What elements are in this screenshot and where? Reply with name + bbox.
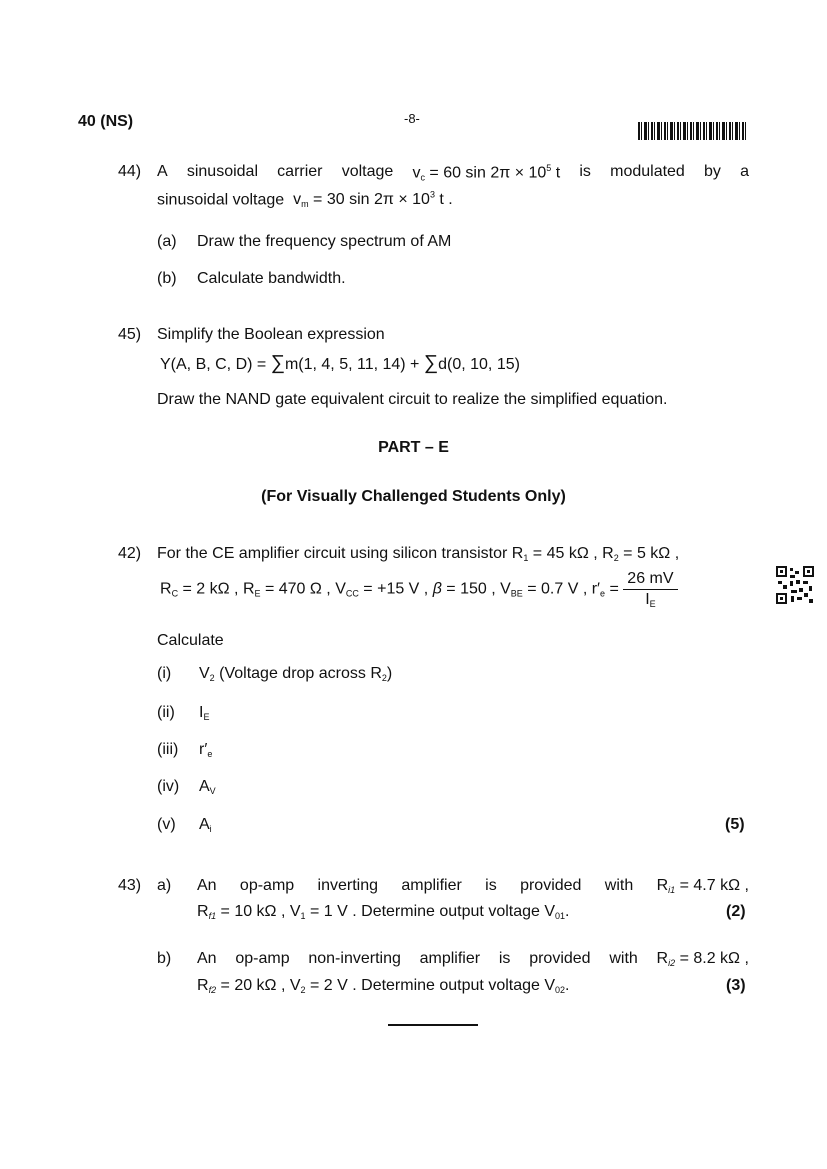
boolean-expression: Y(A, B, C, D) = ∑m(1, 4, 5, 11, 14) + ∑d(0, 10, 15) [160,352,520,374]
q42-calculate: Calculate [157,632,224,649]
q45-line3: Draw the NAND gate equivalent circuit to realize the simplified equation. [157,391,668,408]
re-fraction: $\frac{26 mV}{IE}$ [623,570,677,609]
part-subtitle: (For Visually Challenged Students Only) [261,488,566,505]
page-number: -8- [404,111,420,126]
q42-item-label: (v) [157,816,176,833]
q42-item-text: IE [199,704,210,722]
q42-item-label: (ii) [157,704,175,721]
part-title: PART – E [378,439,449,456]
q43-number: 43) [118,877,142,894]
q43b-line2: Rf2 = 20 kΩ , V2 = 2 V . Determine output voltage V02. [197,977,570,995]
word: modulated [610,163,685,180]
q43a-line1: An op-amp inverting amplifier is provided with Ri1 = 4.7 kΩ , [197,877,749,895]
q43a-marks: (2) [726,903,746,920]
barcode-icon [638,122,748,140]
q44b-text: Calculate bandwidth. [197,270,346,287]
end-rule [388,1024,478,1026]
q42-line1: For the CE amplifier circuit using silicon transistor R1 = 45 kΩ , R2 = 5 kΩ , [157,545,680,563]
q42-number: 42) [118,545,142,562]
q43b-label: b) [157,950,172,967]
vm-equation: vm = 30 $\sin 2\pi \times 10^3$ t . [293,190,453,210]
q43a-label: a) [157,877,172,894]
q45-line1: Simplify the Boolean expression [157,326,385,343]
q45-number: 45) [118,326,142,343]
word: sinusoidal [186,163,258,180]
q44-number: 44) [118,163,142,180]
word: A [157,163,168,180]
word: by [704,163,721,180]
q44a-label: (a) [157,233,177,250]
q43b-marks: (3) [726,977,746,994]
q42-item-label: (iv) [157,778,180,795]
word: voltage [341,163,394,180]
q42-item-text: V2 (Voltage drop across R2) [199,665,393,683]
word: a [740,163,749,180]
q44-line2-text: sinusoidal voltage [157,191,285,209]
q43b-line1: An op-amp non-inverting amplifier is provided with Ri2 = 8.2 kΩ , [197,950,749,968]
word: is [579,163,591,180]
q42-item-text: r′e [199,741,213,759]
q42-item-label: (i) [157,665,172,682]
q44-line2 [157,190,453,209]
qr-code-icon [776,566,814,604]
q44b-label: (b) [157,270,177,287]
q42-marks: (5) [725,816,745,833]
q44-line1 [157,163,749,182]
word: carrier [277,163,323,180]
paper-code: 40 (NS) [78,113,134,130]
q42-item-text: Ai [199,816,212,834]
vc-equation: vc = 60 $\sin 2\pi \times 10^5$ t [412,163,561,183]
q43a-line2: Rf1 = 10 kΩ , V1 = 1 V . Determine output voltage V01. [197,903,570,921]
q42-item-text: AV [199,778,216,796]
q42-line2: RC = 2 kΩ , RE = 470 Ω , VCC = +15 V , β = 150 , VBE = 0.7 V , r′e = $\frac{26 mV}{IE}$ [160,570,678,609]
q42-item-label: (iii) [157,741,179,758]
q44a-text: Draw the frequency spectrum of AM [197,233,452,250]
